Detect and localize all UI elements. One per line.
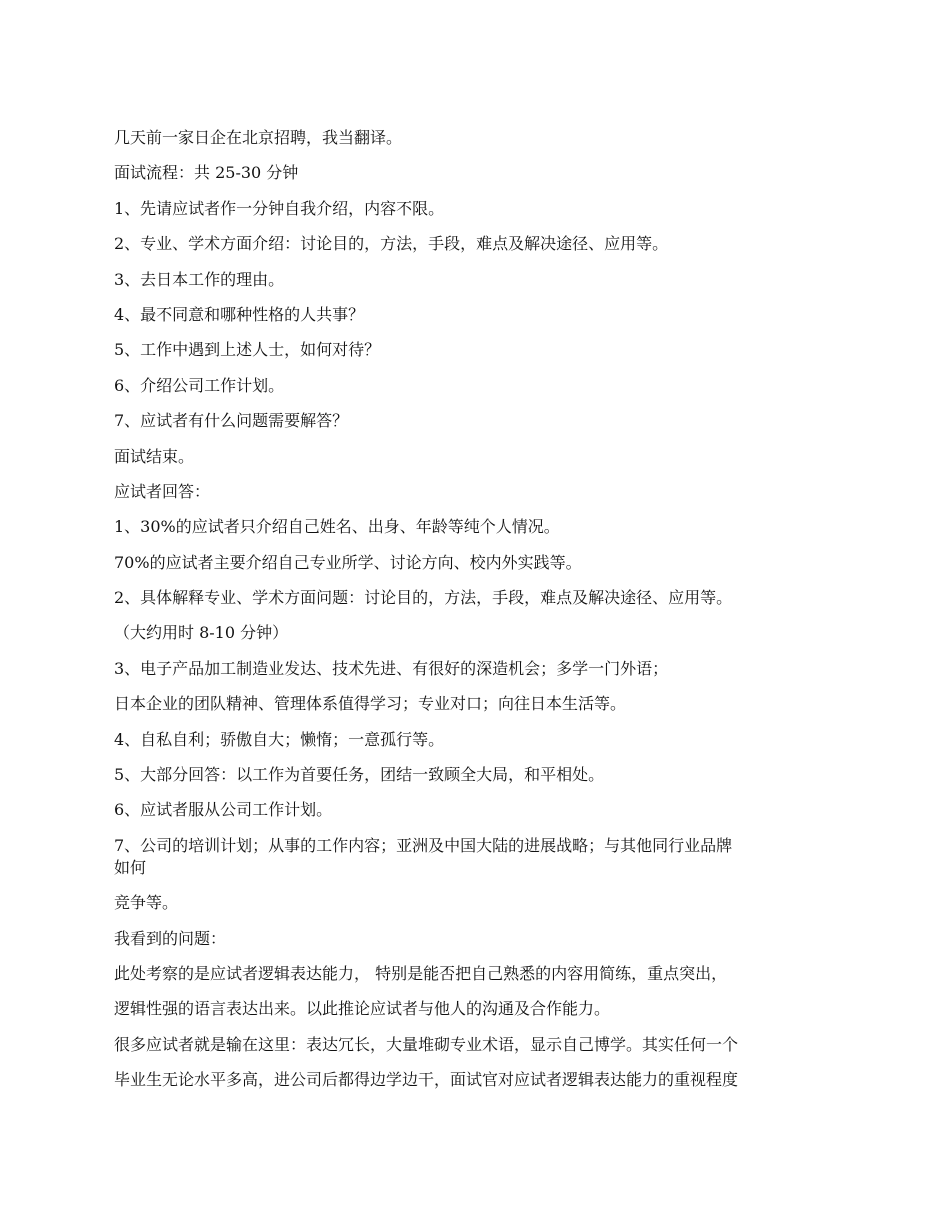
paragraph-line: 70%的应试者主要介绍自己专业所学、讨论方向、校内外实践等。 xyxy=(114,552,582,572)
paragraph-line: 4、最不同意和哪种性格的人共事？ xyxy=(114,304,365,324)
paragraph-line: 5、大部分回答：以工作为首要任务，团结一致顾全大局，和平相处。 xyxy=(114,765,605,785)
paragraph-line: 日本企业的团队精神、管理体系值得学习；专业对口；向往日本生活等。 xyxy=(114,694,627,714)
paragraph-line: 如何 xyxy=(114,857,147,877)
paragraph-line: 2、专业、学术方面介绍：讨论目的，方法，手段，难点及解决途径、应用等。 xyxy=(114,234,669,254)
paragraph-line: 7、公司的培训计划；从事的工作内容；亚洲及中国大陆的进展战略；与其他同行业品牌 xyxy=(114,835,733,855)
paragraph-line: 4、自私自利；骄傲自大；懒惰；一意孤行等。 xyxy=(114,729,445,749)
paragraph-line: 2、具体解释专业、学术方面问题：讨论目的，方法，手段，难点及解决途径、应用等。 xyxy=(114,588,733,608)
paragraph-line: 7、应试者有什么问题需要解答？ xyxy=(114,411,349,431)
paragraph-line: 几天前一家日企在北京招聘，我当翻译。 xyxy=(114,128,403,147)
paragraph-line: 3、电子产品加工制造业发达、技术先进、有很好的深造机会；多学一门外语； xyxy=(114,658,669,678)
paragraph-line: 应试者回答： xyxy=(114,481,211,501)
paragraph-line: 毕业生无论水平多高，进公司后都得边学边干，面试官对应试者逻辑表达能力的重视程度 xyxy=(114,1070,739,1090)
paragraph-line: 面试流程：共 25-30 分钟 xyxy=(114,163,299,183)
paragraph-line: 很多应试者就是输在这里：表达冗长，大量堆砌专业术语，显示自己博学。其实任何一个 xyxy=(114,1034,739,1054)
paragraph-line: 6、介绍公司工作计划。 xyxy=(114,375,285,395)
paragraph-line: 此处考察的是应试者逻辑表达能力， 特别是能否把自己熟悉的内容用简练，重点突出， xyxy=(114,963,728,983)
paragraph-line: 5、工作中遇到上述人士，如何对待？ xyxy=(114,340,381,360)
paragraph-line: （大约用时 8-10 分钟） xyxy=(114,623,289,643)
paragraph-line: 竞争等。 xyxy=(114,893,179,913)
document-body xyxy=(114,127,844,1105)
paragraph-line: 1、30%的应试者只介绍自己姓名、出身、年龄等纯个人情况。 xyxy=(114,517,560,537)
paragraph-line: 3、去日本工作的理由。 xyxy=(114,269,285,289)
paragraph-line: 我看到的问题： xyxy=(114,928,227,948)
paragraph-line: 逻辑性强的语言表达出来。以此推论应试者与他人的沟通及合作能力。 xyxy=(114,999,611,1019)
paragraph-line: 1、先请应试者作一分钟自我介绍，内容不限。 xyxy=(114,198,445,218)
paragraph-line: 面试结束。 xyxy=(114,446,195,466)
paragraph-line: 6、应试者服从公司工作计划。 xyxy=(114,800,333,820)
